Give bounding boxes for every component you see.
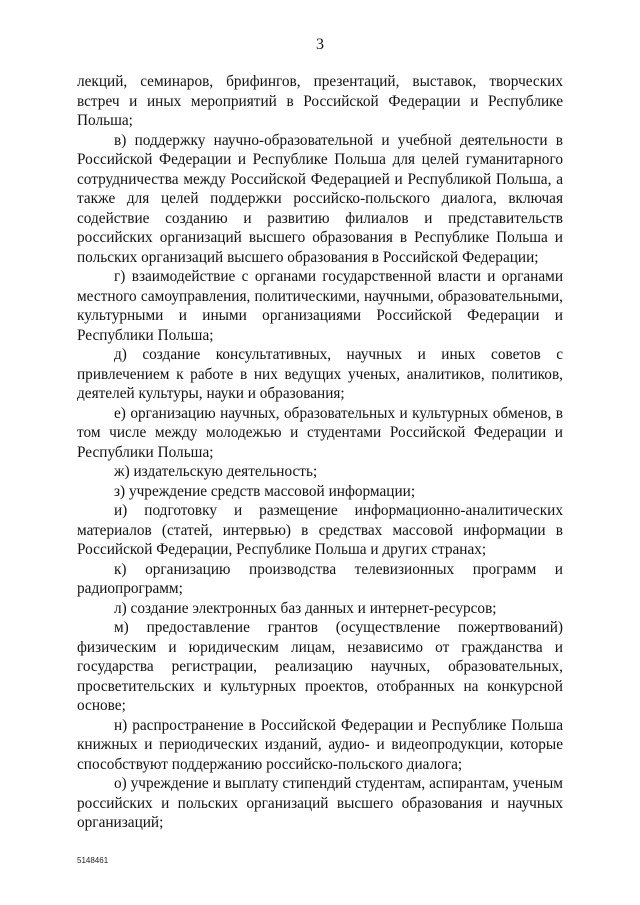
paragraph-continuation: лекций, семинаров, брифингов, презентаций, выставок, творческих встреч и иных мероприятий в Российской Федерации и Республике Польша; bbox=[77, 73, 563, 129]
paragraph-item-n: н) распространение в Российской Федерации и Республике Польша книжных и периодических изданий, аудио- и видеопродукции, которые способствуют поддержанию российско-польского диалога; bbox=[77, 716, 563, 773]
paragraph-item-d: д) создание консультативных, научных и иных советов с привлечением к работе в них ведущих ученых, аналитиков, политиков, деятелей культуры, науки и образования; bbox=[77, 346, 563, 402]
paragraph-item-e: е) организацию научных, образовательных и культурных обменов, в том числе между молодежью и студентами Российской Федерации и Республики Польша; bbox=[77, 404, 563, 461]
document-body bbox=[77, 72, 563, 833]
paragraph-item-m: м) предоставление грантов (осуществление пожертвований) физическим и юридическим лицам, независимо от гражданства и государства регистрации, реализацию научных, образовательных, просветительских и культурных проектов, отобранных на конкурсной основе; bbox=[77, 619, 563, 714]
paragraph-item-l: л) создание электронных баз данных и интернет-ресурсов; bbox=[114, 599, 497, 617]
page-number: 3 bbox=[316, 36, 324, 53]
paragraph-item-o: о) учреждение и выплату стипендий студентам, аспирантам, ученым российских и польских организаций высшего образования и научных организаций; bbox=[77, 775, 563, 831]
paragraph-item-k: к) организацию производства телевизионных программ и радиопрограмм; bbox=[77, 560, 563, 597]
paragraph-item-g: г) взаимодействие с органами государственной власти и органами местного самоуправления, политическими, научными, образовательными, культурными и иными организациями Российской Федерации и Республики Польша; bbox=[77, 268, 563, 344]
paragraph-item-v: в) поддержку научно-образовательной и учебной деятельности в Российской Федерации и Республике Польша для целей гуманитарного сотрудничества между Российской Федерацией и Республикой Польша, а также для целей поддержки российско-польского диалога, включая содействие созданию и развитию филиалов и представительств российских организаций высшего образования в Республике Польша и польских организаций высшего образования в Российской Федерации; bbox=[77, 131, 563, 266]
paragraph-item-zh: ж) издательскую деятельность; bbox=[114, 463, 318, 480]
paragraph-item-i: и) подготовку и размещение информационно-аналитических материалов (статей, интервью) в средствах массовой информации в Российской Федерации, Республике Польша и других странах; bbox=[77, 502, 563, 558]
paragraph-item-z: з) учреждение средств массовой информации; bbox=[114, 482, 416, 500]
document-code: 5148461 bbox=[77, 856, 109, 865]
